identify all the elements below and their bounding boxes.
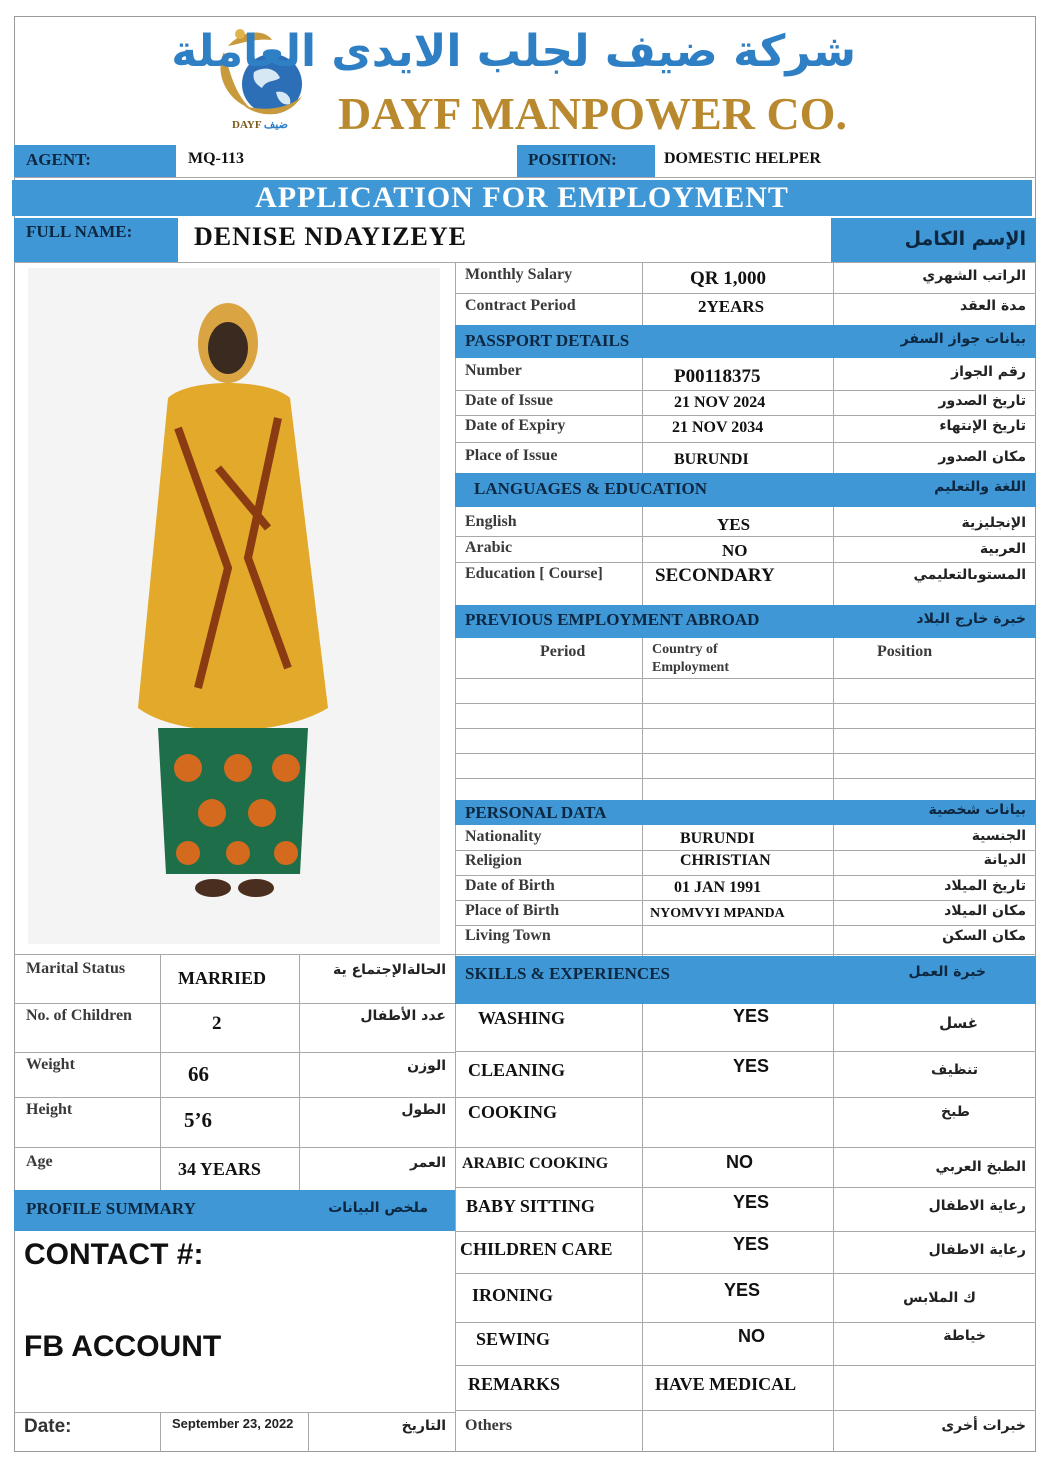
grid-line <box>299 954 300 1190</box>
religion-label: Religion <box>465 852 522 869</box>
skill-label-ar: تنظيف <box>931 1062 978 1078</box>
weight-label-ar: الوزن <box>407 1058 446 1074</box>
living-town-label: Living Town <box>465 927 551 944</box>
others-label: Others <box>465 1417 513 1434</box>
divider <box>14 1147 455 1148</box>
issue-date-label: Date of Issue <box>465 392 553 409</box>
company-name-en: DAYF MANPOWER CO. <box>338 88 847 139</box>
grid-line <box>160 1412 161 1452</box>
employment-col-position: Position <box>877 643 933 660</box>
skill-value: YES <box>724 1280 761 1300</box>
arabic-label-ar: العربية <box>979 541 1026 557</box>
skill-label: ARABIC COOKING <box>462 1155 609 1172</box>
divider <box>455 1365 1036 1366</box>
others-label-ar: خبرات أخرى <box>941 1418 1026 1434</box>
divider <box>14 262 1036 263</box>
divider <box>455 875 1036 876</box>
english-label-ar: الإنجليزية <box>961 515 1026 531</box>
divider <box>455 1322 1036 1323</box>
birth-place-value: NYOMVYI MPANDA <box>650 906 785 921</box>
divider <box>455 1051 1036 1052</box>
divider <box>455 1231 1036 1232</box>
employment-col-country: Country of Employment <box>652 642 729 675</box>
english-label: English <box>465 513 517 530</box>
logo-text <box>232 118 324 131</box>
skill-label: WASHING <box>478 1008 566 1028</box>
children-value: 2 <box>212 1013 222 1034</box>
applicant-photo <box>28 268 440 944</box>
education-label-ar: المستوىالتعليمي <box>913 567 1026 583</box>
skill-label: CHILDREN CARE <box>460 1239 613 1259</box>
arabic-value: NO <box>722 541 748 560</box>
form-title: APPLICATION FOR EMPLOYMENT <box>255 181 789 214</box>
divider <box>455 1147 1036 1148</box>
divider <box>455 1410 1036 1411</box>
divider <box>455 390 1036 391</box>
height-label-ar: الطول <box>401 1102 446 1118</box>
nationality-label: Nationality <box>465 828 542 845</box>
english-value: YES <box>717 515 751 534</box>
contract-period-label: Contract Period <box>465 297 576 314</box>
divider <box>455 536 1036 537</box>
divider <box>14 1052 455 1053</box>
skill-label-ar: خياطة <box>943 1328 986 1344</box>
divider <box>455 925 1036 926</box>
issue-date-label-ar: تاريخ الصدور <box>938 393 1026 409</box>
height-label: Height <box>26 1101 73 1118</box>
weight-value: 66 <box>188 1062 209 1086</box>
employment-row-line <box>455 703 1036 704</box>
skill-value: YES <box>733 1192 770 1212</box>
date-label-ar: التاريخ <box>401 1418 446 1434</box>
remarks-label: REMARKS <box>468 1374 561 1394</box>
issue-place-value: BURUNDI <box>674 451 749 468</box>
employment-row-line <box>455 753 1036 754</box>
skills-header-ar: خبرة العمل <box>908 964 986 980</box>
divider <box>455 1187 1036 1188</box>
position-label: POSITION: <box>528 150 617 169</box>
grid-line <box>308 1412 309 1452</box>
age-label: Age <box>26 1153 53 1170</box>
full-name-label-ar: الإسم الكامل <box>904 228 1026 250</box>
remarks-value: HAVE MEDICAL <box>655 1374 797 1394</box>
passport-number-value: P00118375 <box>674 366 761 387</box>
company-name-ar: شركة ضيف لجلب الايدى العاملة <box>171 26 856 77</box>
skill-label-ar: رعاية الاطفال <box>928 1198 1026 1214</box>
employment-header-ar: خبرة خارج البلاد <box>916 611 1026 627</box>
contract-period-label-ar: مدة العقد <box>959 298 1026 314</box>
skill-value: NO <box>738 1326 765 1346</box>
divider <box>14 1097 455 1098</box>
skill-label: SEWING <box>476 1329 551 1349</box>
personal-header: PERSONAL DATA <box>465 803 607 822</box>
divider <box>455 850 1036 851</box>
skill-label-ar: الطبخ العربي <box>935 1159 1026 1175</box>
salary-label: Monthly Salary <box>465 266 573 283</box>
skill-label: BABY SITTING <box>466 1196 595 1216</box>
contact-label: CONTACT #: <box>24 1238 204 1271</box>
skill-label-ar: طبخ <box>941 1104 970 1120</box>
expiry-date-label: Date of Expiry <box>465 417 566 434</box>
education-label: Education [ Course] <box>465 565 603 582</box>
agent-value: MQ-113 <box>188 150 244 167</box>
skill-label: COOKING <box>468 1102 558 1122</box>
passport-header: PASSPORT DETAILS <box>465 331 630 350</box>
birth-date-label: Date of Birth <box>465 877 555 894</box>
logo-text-ar: ضيف <box>263 119 288 131</box>
nationality-label-ar: الجنسية <box>971 828 1026 844</box>
salary-label-ar: الراتب الشهري <box>922 268 1026 284</box>
birth-date-label-ar: تاريخ الميلاد <box>944 878 1026 894</box>
arabic-label: Arabic <box>465 539 513 556</box>
contract-period-value: 2YEARS <box>698 297 765 316</box>
skill-value: YES <box>733 1056 770 1076</box>
profile-header-ar: ملخص البيانات <box>328 1200 428 1216</box>
birth-place-label-ar: مكان الميلاد <box>944 903 1026 919</box>
employment-col-period: Period <box>540 643 586 660</box>
children-label-ar: عدد الأطفال <box>360 1008 446 1024</box>
employment-row-line <box>455 778 1036 779</box>
religion-value: CHRISTIAN <box>680 852 771 869</box>
divider <box>14 1412 455 1413</box>
children-label: No. of Children <box>26 1007 132 1024</box>
skill-value: YES <box>733 1006 770 1026</box>
skills-header: SKILLS & EXPERIENCES <box>465 964 671 983</box>
skill-label: IRONING <box>472 1285 554 1305</box>
living-town-label-ar: مكان السكن <box>942 928 1026 944</box>
marital-label: Marital Status <box>26 960 126 977</box>
salary-value: QR 1,000 <box>690 268 766 289</box>
profile-header: PROFILE SUMMARY <box>26 1199 196 1218</box>
personal-header-ar: بيانات شخصية <box>928 802 1026 818</box>
skill-value: NO <box>726 1152 753 1172</box>
passport-number-label-ar: رقم الجواز <box>951 364 1026 380</box>
employment-row-line <box>455 728 1036 729</box>
applicant-figure-icon <box>28 268 440 944</box>
languages-header-ar: اللغة والتعليم <box>934 479 1026 495</box>
skill-label-ar: رعاية الاطفال <box>928 1242 1026 1258</box>
birth-place-label: Place of Birth <box>465 902 560 919</box>
employment-row-line <box>455 678 1036 679</box>
divider <box>455 562 1036 563</box>
issue-place-label-ar: مكان الصدور <box>938 449 1026 465</box>
expiry-date-label-ar: تاريخ الإنتهاء <box>939 418 1026 434</box>
skill-label-ar: ك الملابس <box>903 1290 976 1306</box>
divider <box>455 900 1036 901</box>
passport-number-label: Number <box>465 362 522 379</box>
marital-label-ar: الحالةالإجتماع ية <box>332 962 446 978</box>
divider <box>455 293 1036 294</box>
weight-label: Weight <box>26 1056 75 1073</box>
marital-value: MARRIED <box>178 968 266 988</box>
date-value: September 23, 2022 <box>172 1416 294 1431</box>
divider <box>455 442 1036 443</box>
grid-line <box>160 954 161 1190</box>
divider <box>14 954 1036 955</box>
full-name-value: DENISE NDAYIZEYE <box>194 222 467 251</box>
languages-header: LANGUAGES & EDUCATION <box>474 479 707 498</box>
height-value: 5’6 <box>184 1108 212 1132</box>
birth-date-value: 01 JAN 1991 <box>674 879 762 896</box>
divider <box>455 1273 1036 1274</box>
skill-value: YES <box>733 1234 770 1254</box>
divider <box>14 1003 455 1004</box>
skill-label-ar: غسل <box>939 1014 978 1032</box>
age-value: 34 YEARS <box>178 1159 261 1179</box>
nationality-value: BURUNDI <box>680 830 755 847</box>
employment-header: PREVIOUS EMPLOYMENT ABROAD <box>465 610 760 629</box>
expiry-date-value: 21 NOV 2034 <box>672 419 764 436</box>
position-value: DOMESTIC HELPER <box>664 150 821 167</box>
logo-text-en: DAYF <box>232 119 262 131</box>
religion-label-ar: الديانة <box>983 852 1026 868</box>
skill-label: CLEANING <box>468 1060 566 1080</box>
education-value: SECONDARY <box>655 565 775 586</box>
age-label-ar: العمر <box>409 1155 446 1171</box>
agent-label: AGENT: <box>26 150 91 169</box>
full-name-label: FULL NAME: <box>26 222 133 241</box>
divider <box>455 415 1036 416</box>
divider <box>455 1097 1036 1098</box>
fb-account-label: FB ACCOUNT <box>24 1330 222 1363</box>
issue-date-value: 21 NOV 2024 <box>674 394 766 411</box>
issue-place-label: Place of Issue <box>465 447 558 464</box>
divider <box>14 177 1036 178</box>
passport-header-ar: بيانات جواز السفر <box>900 331 1026 347</box>
date-label: Date: <box>24 1416 72 1437</box>
